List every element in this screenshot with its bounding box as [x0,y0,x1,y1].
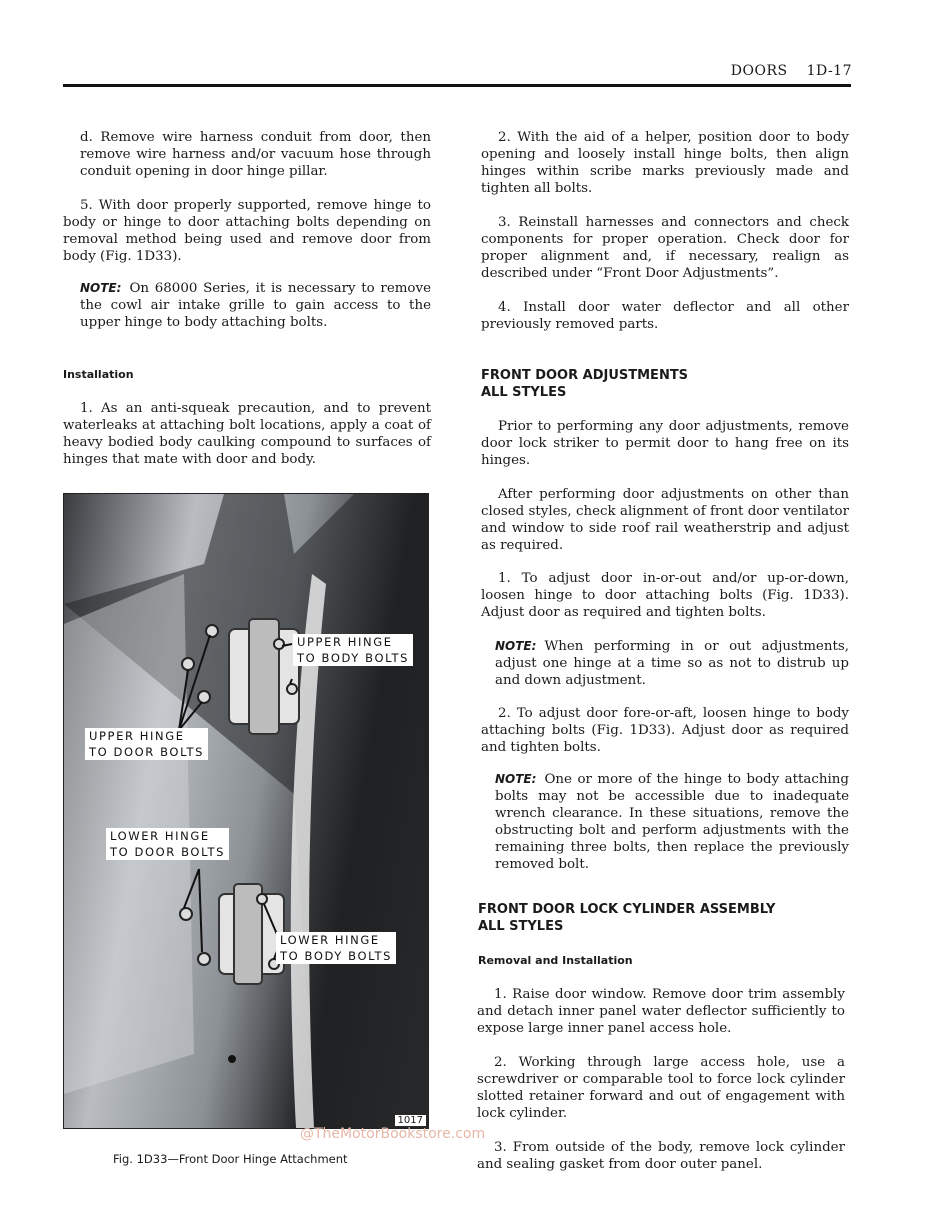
section-title: DOORS [730,63,788,79]
figure-caption: Fig. 1D33—Front Door Hinge Attachment [113,1152,348,1166]
right-paragraph-2 [481,129,849,197]
callout-line: UPPER HINGE [297,635,393,649]
front-door-adjustments-heading [481,367,849,401]
paragraph-text: 4. Install door water deflector and all other previously removed parts. [481,300,849,332]
callout-upper-hinge-door [85,728,208,760]
callout-line: UPPER HINGE [89,729,185,743]
note-label: NOTE: [495,639,537,653]
note-text: On 68000 Series, it is necessary to remove the cowl air intake grille to gain access to the upper hinge to body attaching bolts. [80,281,431,330]
page-header [731,63,852,79]
callout-line: TO BODY BOLTS [297,651,410,665]
right-paragraph-adjust-1 [481,570,849,621]
callout-line: LOWER HINGE [280,933,380,947]
right-paragraph-lock-3 [477,1139,845,1173]
hinge-illustration [64,494,428,1128]
watermark: @TheMotorBookstore.com [300,1126,486,1142]
header-rule [63,84,851,87]
heading-line: FRONT DOOR ADJUSTMENTS [481,368,689,383]
paragraph-text: 5. With door properly supported, remove hinge to body or hinge to door attaching bolts depending on removal method being used and remove door from body (Fig. 1D33). [63,198,431,264]
paragraph-text: 1. To adjust door in-or-out and/or up-or-down, loosen hinge to door attaching bolts (Fig. 1D33). Adjust door as required and tighten bolts. [481,571,849,620]
paragraph-text: After performing door adjustments on other than closed styles, check alignment of front door ventilator and window to side roof rail weatherstrip and adjust as required. [481,487,849,553]
paragraph-text: 2. To adjust door fore-or-aft, loosen hinge to body attaching bolts (Fig. 1D33). Adjust door as required and tighten bolts. [481,706,849,755]
note-label: NOTE: [495,772,537,786]
callout-line: TO DOOR BOLTS [110,845,226,859]
note-text: One or more of the hinge to body attaching bolts may not be accessible due to inadequate wrench clearance. In these situations, remove the obstructing bolt and perform adjustments with the remaining three bolts, then replace the previously removed bolt. [495,772,849,872]
left-paragraph-d [63,129,431,180]
heading-line: ALL STYLES [481,385,567,400]
right-note-3 [481,771,849,873]
paragraph-text: Prior to performing any door adjustments, remove door lock striker to permit door to hang free on its hinges. [481,419,849,468]
paragraph-text: d. Remove wire harness conduit from door, then remove wire harness and/or vacuum hose through conduit opening in door hinge pillar. [80,130,431,179]
paragraph-text: 3. Reinstall harnesses and connectors and check components for proper operation. Check door for proper alignment and, if necessary, realign as described under “Front Door Adjustments”. [481,215,849,281]
heading-line: ALL STYLES [478,919,564,934]
right-paragraph-after [481,486,849,554]
callout-line: LOWER HINGE [110,829,210,843]
callout-lower-hinge-door [106,828,229,860]
left-paragraph-5 [63,197,431,265]
right-paragraph-4 [481,299,849,333]
hinge-photo [63,493,429,1129]
heading-line: FRONT DOOR LOCK CYLINDER ASSEMBLY [478,902,776,917]
right-paragraph-prior [481,418,849,469]
right-paragraph-lock-2 [477,1054,845,1122]
installation-heading: Installation [63,368,134,381]
paragraph-text: 1. As an anti-squeak precaution, and to prevent waterleaks at attaching bolt locations, apply a coat of heavy bodied body caulking compound to surfaces of hinges that mate with door and body. [63,401,431,467]
right-note-2 [481,638,849,689]
lock-cylinder-heading [478,901,846,935]
callout-line: TO BODY BOLTS [280,949,393,963]
right-paragraph-lock-1 [477,986,845,1037]
left-paragraph-install-1 [63,400,431,468]
left-note [63,280,431,331]
page-number: 1D-17 [806,63,852,79]
removal-installation-heading: Removal and Installation [478,954,633,967]
paragraph-text: 2. With the aid of a helper, position door to body opening and loosely install hinge bolts, then align hinges within scribe marks previously made and tighten all bolts. [481,130,849,196]
paragraph-text: 1. Raise door window. Remove door trim assembly and detach inner panel water deflector sufficiently to expose large inner panel access hole. [477,987,845,1036]
callout-lower-hinge-body [276,932,396,964]
callout-line: TO DOOR BOLTS [89,745,205,759]
right-paragraph-adjust-2 [481,705,849,756]
paragraph-text: 3. From outside of the body, remove lock cylinder and sealing gasket from door outer panel. [477,1140,845,1172]
note-text: When performing in or out adjustments, adjust one hinge at a time so as not to distrub up and down adjustment. [495,639,849,688]
note-label: NOTE: [80,281,122,295]
right-paragraph-3 [481,214,849,282]
paragraph-text: 2. Working through large access hole, use a screwdriver or comparable tool to force lock cylinder slotted retainer forward and out of engagement with lock cylinder. [477,1055,845,1121]
callout-upper-hinge-body [293,634,413,666]
figure-number: 1017 [395,1115,426,1126]
